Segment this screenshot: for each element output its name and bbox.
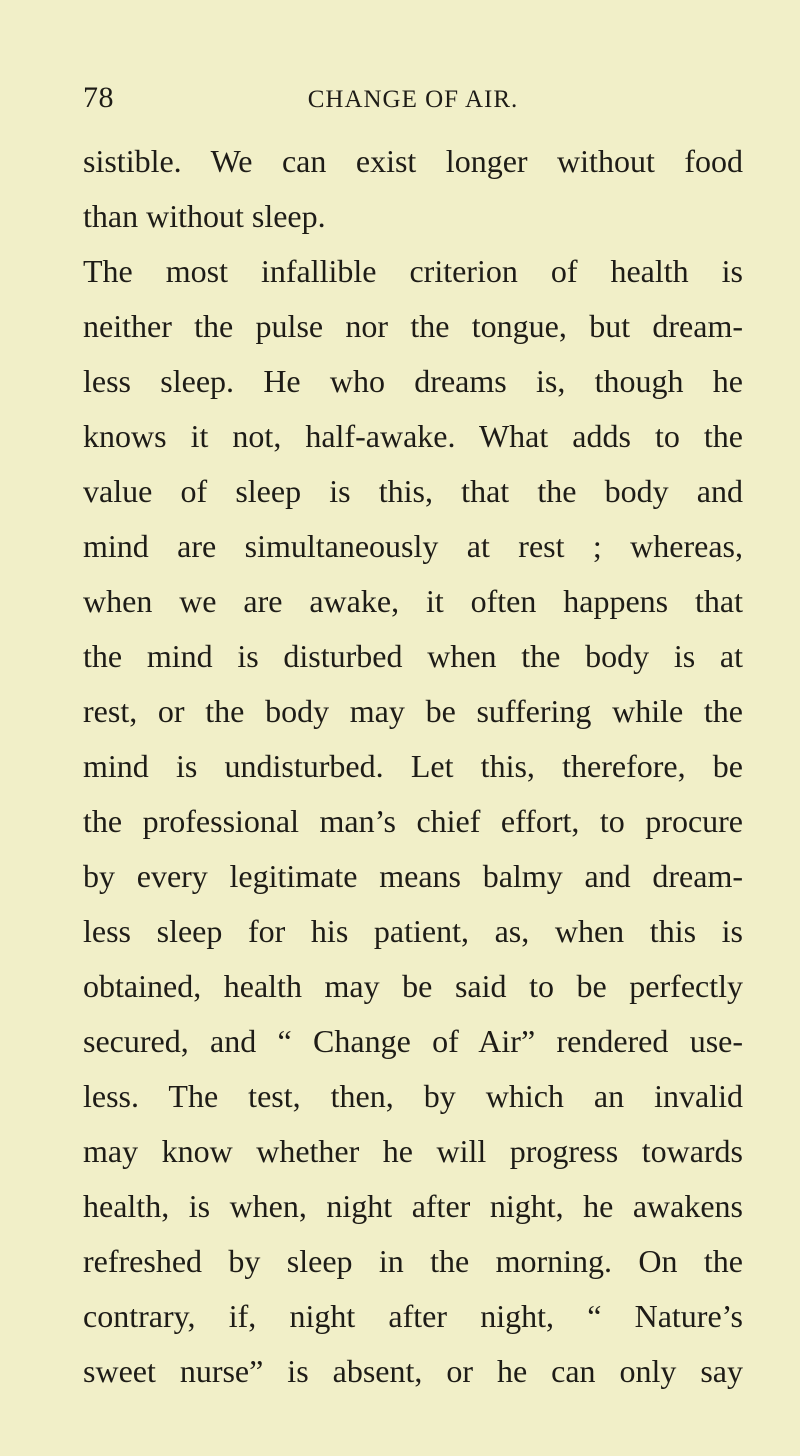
text-line: by every legitimate means balmy and dream- [83,858,743,894]
text-line: less sleep. He who dreams is, though he [83,363,743,399]
body-text [83,134,743,1399]
text-line: obtained, health may be said to be perfectly [83,968,743,1004]
text-line: health, is when, night after night, he awakens [83,1188,743,1224]
page-number: 78 [83,81,114,114]
text-line: value of sleep is this, that the body and [83,473,743,509]
text-line: when we are awake, it often happens that [83,583,743,619]
text-line: refreshed by sleep in the morning. On the [83,1243,743,1279]
text-line: The most infallible criterion of health is [83,253,743,289]
text-line: the professional man’s chief effort, to procure [83,803,743,839]
page-header [83,78,743,118]
text-line: mind are simultaneously at rest ; whereas, [83,528,743,564]
text-line: the mind is disturbed when the body is at [83,638,743,674]
running-head: CHANGE OF AIR. [307,86,519,113]
text-line: secured, and “ Change of Air” rendered use- [83,1023,743,1059]
text-line: neither the pulse nor the tongue, but dream- [83,308,743,344]
text-line: knows it not, half-awake. What adds to the [83,418,743,454]
text-line: sistible. We can exist longer without food [83,143,743,179]
text-line: less. The test, then, by which an invalid [83,1078,743,1114]
text-line: than without sleep. [83,198,326,234]
text-line: sweet nurse” is absent, or he can only say [83,1353,743,1389]
text-line: may know whether he will progress towards [83,1133,743,1169]
text-line: less sleep for his patient, as, when this is [83,913,743,949]
text-line: mind is undisturbed. Let this, therefore, be [83,748,743,784]
text-line: contrary, if, night after night, “ Nature’s [83,1298,743,1334]
text-line: rest, or the body may be suffering while the [83,693,743,729]
